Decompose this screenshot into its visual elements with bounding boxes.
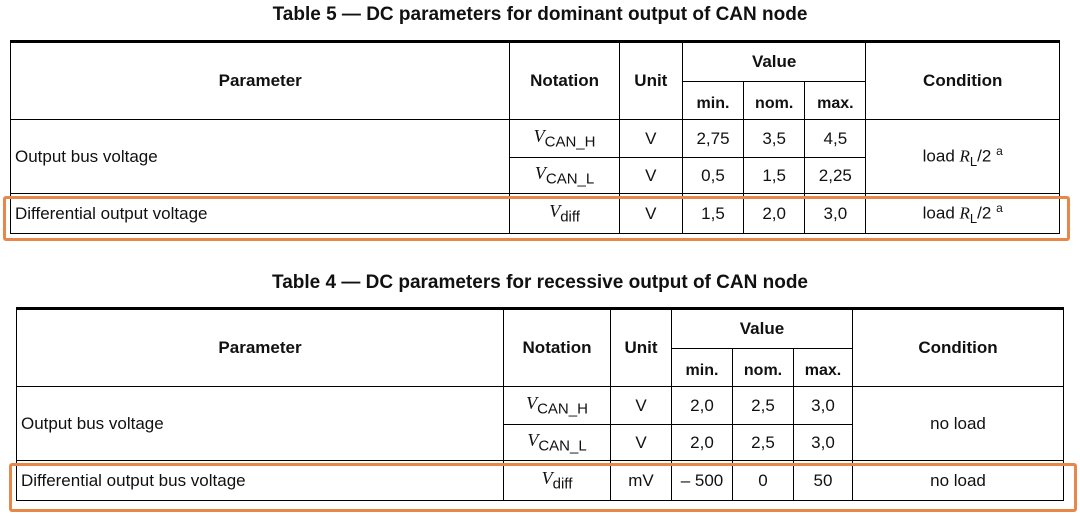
header-value: Value [682, 42, 866, 82]
header-value: Value [672, 309, 853, 349]
min-cell: 2,75 [682, 120, 743, 158]
notation-vcanl: $V_{CAN\_L}$ [504, 425, 611, 461]
table4-title: Table 4 — DC parameters for recessive output of CAN node [272, 272, 808, 293]
table5-title: Table 5 — DC parameters for dominant output of CAN node [272, 4, 808, 25]
notation-vcanl: $V_{CAN\_L}$ [510, 158, 619, 194]
nom-cell: 0 [733, 461, 794, 501]
condition-cell: load $R_L/2$ $^a$ [866, 194, 1060, 234]
min-cell: – 500 [672, 461, 733, 501]
header-condition: Condition [853, 309, 1064, 387]
condition-cell: no load [853, 461, 1064, 501]
notation-vdiff: $V_{diff}$ [510, 194, 619, 234]
nom-cell: 2,0 [744, 194, 805, 234]
header-condition: Condition [866, 42, 1060, 120]
row-parameter: Differential output voltage [11, 194, 510, 234]
unit-cell: V [619, 158, 682, 194]
header-notation: Notation [504, 309, 611, 387]
unit-cell: V [619, 120, 682, 158]
header-max: max. [794, 349, 853, 387]
row-parameter: Differential output bus voltage [17, 461, 504, 501]
header-unit: Unit [611, 309, 672, 387]
notation-vdiff: $V_{diff}$ [504, 461, 611, 501]
nom-cell: 2,5 [733, 387, 794, 425]
highlight-box [3, 196, 1070, 241]
unit-cell: mV [611, 461, 672, 501]
min-cell: 1,5 [682, 194, 743, 234]
header-max: max. [805, 82, 866, 120]
header-min: min. [672, 349, 733, 387]
nom-cell: 3,5 [744, 120, 805, 158]
max-cell: 2,25 [805, 158, 866, 194]
max-cell: 50 [794, 461, 853, 501]
highlight-box [9, 463, 1077, 512]
max-cell: 3,0 [794, 387, 853, 425]
unit-cell: V [611, 425, 672, 461]
unit-cell: V [619, 194, 682, 234]
nom-cell: 2,5 [733, 425, 794, 461]
min-cell: 2,0 [672, 387, 733, 425]
max-cell: 3,0 [805, 194, 866, 234]
nom-cell: 1,5 [744, 158, 805, 194]
notation-vcanh: $V_{CAN\_H}$ [510, 120, 619, 158]
header-nom: nom. [733, 349, 794, 387]
condition-cell: load $R_L/2$ $^a$ [866, 120, 1060, 194]
header-min: min. [682, 82, 743, 120]
max-cell: 3,0 [794, 425, 853, 461]
unit-cell: V [611, 387, 672, 425]
notation-vcanh: $V_{CAN\_H}$ [504, 387, 611, 425]
min-cell: 0,5 [682, 158, 743, 194]
row-parameter: Output bus voltage [11, 120, 510, 194]
min-cell: 2,0 [672, 425, 733, 461]
condition-cell: no load [853, 387, 1064, 461]
row-parameter: Output bus voltage [17, 387, 504, 461]
header-notation: Notation [510, 42, 619, 120]
header-parameter: Parameter [11, 42, 510, 120]
header-parameter: Parameter [17, 309, 504, 387]
header-unit: Unit [619, 42, 682, 120]
header-nom: nom. [744, 82, 805, 120]
max-cell: 4,5 [805, 120, 866, 158]
